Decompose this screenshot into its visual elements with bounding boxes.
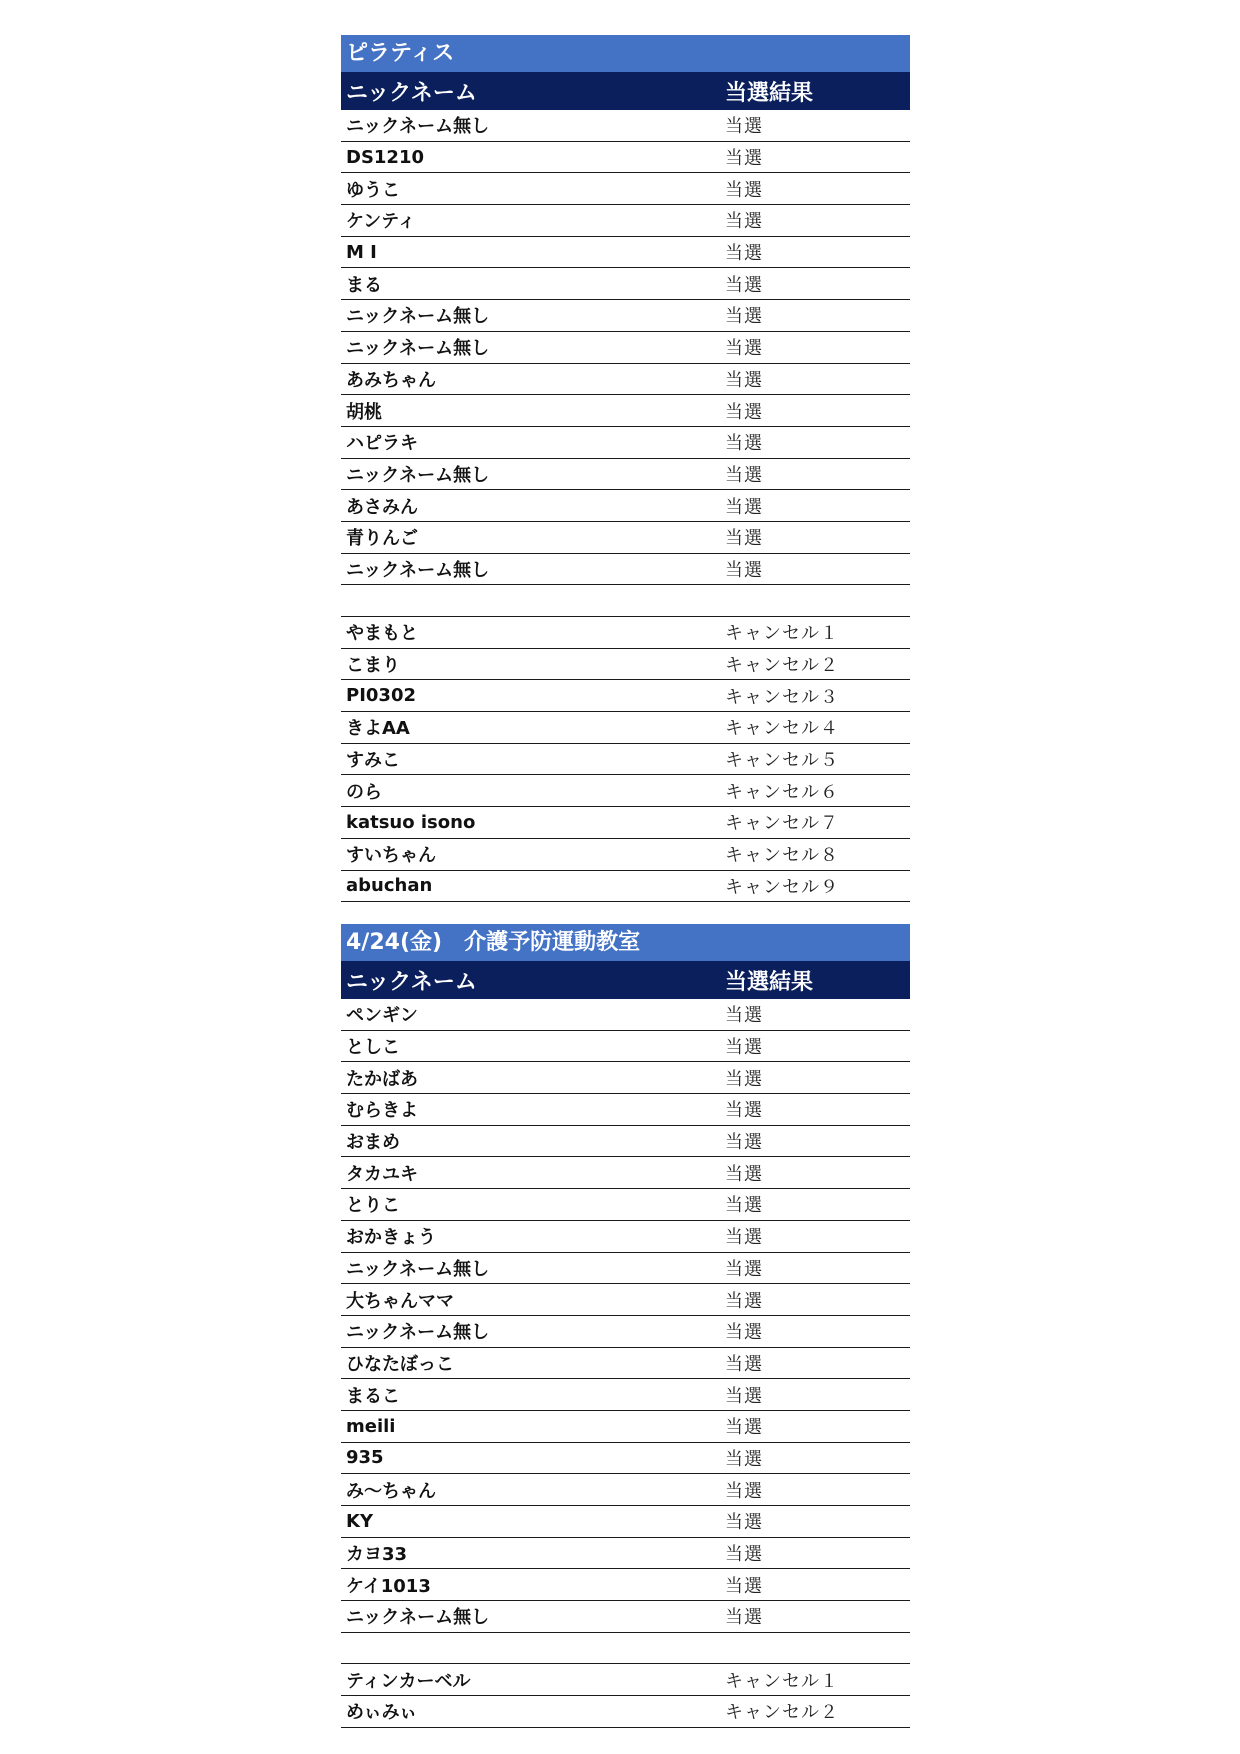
result-cell: 当選 [725,1163,763,1185]
table-row [341,1157,910,1189]
result-cell: 当選 [725,1322,763,1344]
nickname-cell: KY [346,1510,373,1532]
table-row [341,1253,910,1285]
result-cell: キャンセル９ [725,876,839,898]
table-row [341,807,910,839]
nickname-cell: ペンギン [346,1005,418,1027]
result-cell: 当選 [725,116,763,138]
care-prevention-section [341,924,910,1728]
table-row [341,617,910,649]
result-cell: 当選 [725,1512,763,1534]
result-cell: 当選 [725,1385,763,1407]
nickname-cell: 935 [346,1447,384,1469]
nickname-cell: おまめ [346,1132,400,1154]
nickname-cell: のら [346,781,382,803]
nickname-cell: M I [346,241,377,263]
table-row [341,1062,910,1094]
table-row [341,1696,910,1728]
nickname-cell: 胡桃 [346,401,382,423]
nickname-cell: abuchan [346,875,433,897]
winners-list [341,999,910,1633]
table-row [341,1094,910,1126]
result-cell: キャンセル２ [725,655,839,677]
separator-row [341,585,910,617]
result-cell: 当選 [725,274,763,296]
nickname-cell: すみこ [346,750,400,772]
result-cell: 当選 [725,401,763,423]
table-row [341,1506,910,1538]
result-cell: 当選 [725,179,763,201]
nickname-cell: あさみん [346,496,418,518]
result-cell: キャンセル７ [725,813,839,835]
nickname-cell: おかきょう [346,1227,436,1249]
header-nickname: ニックネーム [346,969,477,995]
result-cell: キャンセル６ [725,781,839,803]
result-cell: キャンセル１ [725,1670,839,1692]
result-cell: キャンセル２ [725,1702,839,1724]
result-cell: 当選 [725,1068,763,1090]
table-row [341,1538,910,1570]
result-cell: 当選 [725,1448,763,1470]
table-row [341,775,910,807]
table-row [341,364,910,396]
result-cell: 当選 [725,148,763,170]
separator-row [341,1633,910,1665]
nickname-cell: たかばあ [346,1068,418,1090]
nickname-cell: すいちゃん [346,845,436,867]
table-row [341,300,910,332]
result-cell: キャンセル１ [725,623,839,645]
table-row [341,1031,910,1063]
result-cell: 当選 [725,1575,763,1597]
nickname-cell: ケンティ [346,211,416,233]
nickname-cell: ニックネーム無し [346,338,490,360]
nickname-cell: 大ちゃんママ [346,1290,454,1312]
table-row [341,268,910,300]
table-header [341,72,910,110]
nickname-cell: ニックネーム無し [346,116,490,138]
table-row [341,744,910,776]
table-row [341,1601,910,1633]
table-header [341,961,910,999]
table-row [341,554,910,586]
result-cell: 当選 [725,1100,763,1122]
table-row [341,1348,910,1380]
nickname-cell: タカユキ [346,1163,418,1185]
table-row [341,1443,910,1475]
table-row [341,205,910,237]
waitlist-list [341,1664,910,1727]
nickname-cell: ニックネーム無し [346,1607,490,1629]
table-row [341,173,910,205]
nickname-cell: ティンカーベル [346,1670,471,1692]
table-row [341,395,910,427]
nickname-cell: ハピラキ [346,433,418,455]
nickname-cell: ニックネーム無し [346,1322,490,1344]
result-cell: 当選 [725,211,763,233]
table-row [341,1569,910,1601]
table-row [341,1316,910,1348]
table-row [341,712,910,744]
result-cell: 当選 [725,243,763,265]
nickname-cell: katsuo isono [346,811,476,833]
nickname-cell: ニックネーム無し [346,559,490,581]
table-row [341,1379,910,1411]
result-cell: キャンセル３ [725,686,839,708]
section-title: 4/24(金) 介護予防運動教室 [341,924,910,961]
pilates-section [341,35,910,902]
nickname-cell: むらきよ [346,1100,418,1122]
nickname-cell: ひなたぼっこ [346,1353,454,1375]
nickname-cell: やまもと [346,623,418,645]
header-result: 当選結果 [725,969,814,995]
table-row [341,332,910,364]
result-cell: 当選 [725,528,763,550]
table-row [341,459,910,491]
table-row [341,490,910,522]
waitlist-list [341,617,910,902]
result-cell: 当選 [725,1258,763,1280]
result-cell: 当選 [725,1544,763,1566]
result-cell: キャンセル５ [725,750,839,772]
nickname-cell: ニックネーム無し [346,306,490,328]
result-cell: 当選 [725,559,763,581]
section-title: ピラティス [341,35,910,72]
table-row [341,1474,910,1506]
result-cell: 当選 [725,1607,763,1629]
result-cell: 当選 [725,369,763,391]
result-cell: 当選 [725,496,763,518]
nickname-cell: み～ちゃん [346,1480,436,1502]
nickname-cell: カヨ33 [346,1544,408,1566]
result-cell: 当選 [725,464,763,486]
table-row [341,427,910,459]
result-cell: 当選 [725,433,763,455]
result-cell: 当選 [725,1005,763,1027]
result-cell: 当選 [725,1417,763,1439]
table-row [341,999,910,1031]
nickname-cell: まる [346,274,382,296]
nickname-cell: こまり [346,655,400,677]
nickname-cell: まるこ [346,1385,400,1407]
table-row [341,110,910,142]
result-cell: 当選 [725,1480,763,1502]
result-cell: 当選 [725,1227,763,1249]
table-row [341,1221,910,1253]
table-row [341,839,910,871]
result-cell: 当選 [725,338,763,360]
nickname-cell: ゆうこ [346,179,400,201]
result-cell: 当選 [725,1195,763,1217]
result-cell: キャンセル８ [725,845,839,867]
table-row [341,649,910,681]
table-row [341,142,910,174]
table-row [341,522,910,554]
table-row [341,1664,910,1696]
header-result: 当選結果 [725,80,814,106]
table-row [341,1126,910,1158]
nickname-cell: 青りんご [346,528,418,550]
table-row [341,1189,910,1221]
nickname-cell: DS1210 [346,146,425,168]
nickname-cell: めぃみぃ [346,1702,418,1724]
table-row [341,871,910,903]
nickname-cell: PI0302 [346,685,416,707]
result-cell: 当選 [725,1132,763,1154]
winners-list [341,110,910,585]
nickname-cell: あみちゃん [346,369,436,391]
nickname-cell: meili [346,1415,396,1437]
result-cell: 当選 [725,1290,763,1312]
nickname-cell: ニックネーム無し [346,1258,490,1280]
result-cell: キャンセル４ [725,718,839,740]
header-nickname: ニックネーム [346,80,477,106]
table-row [341,1284,910,1316]
result-cell: 当選 [725,1353,763,1375]
table-row [341,680,910,712]
result-cell: 当選 [725,306,763,328]
nickname-cell: としこ [346,1037,400,1059]
nickname-cell: ケイ1013 [346,1575,431,1597]
nickname-cell: ニックネーム無し [346,464,490,486]
nickname-cell: とりこ [346,1195,400,1217]
nickname-cell: きよAA [346,718,410,740]
table-row [341,1411,910,1443]
table-row [341,237,910,269]
result-cell: 当選 [725,1037,763,1059]
